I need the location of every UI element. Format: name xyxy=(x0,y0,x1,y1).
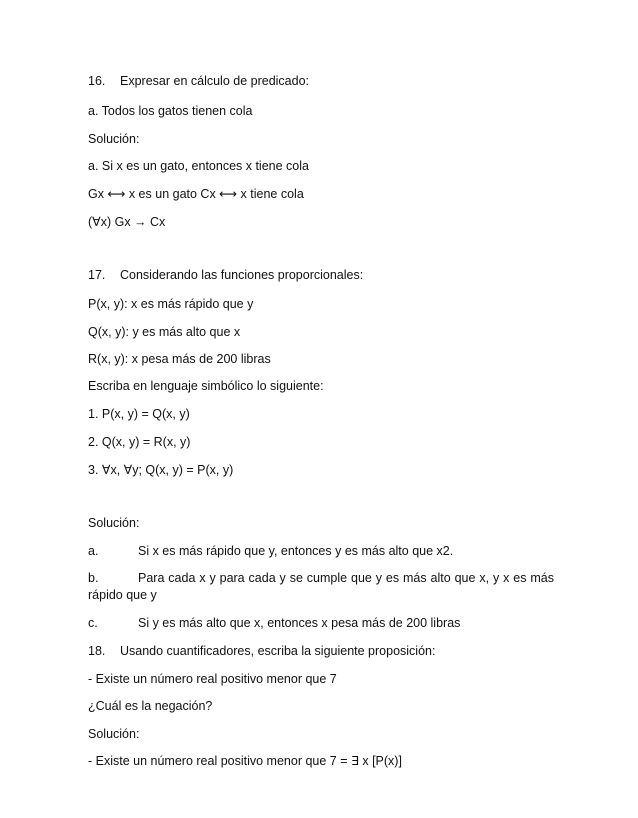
q17-solution-c xyxy=(88,615,554,631)
q17-instruction: Escriba en lenguaje simbólico lo siguiente: xyxy=(88,379,324,393)
q17-solution-c-text: Si y es más alto que x, entonces x pesa más de 200 libras xyxy=(138,616,461,630)
q18-title: Usando cuantificadores, escriba la siguiente proposición: xyxy=(120,644,436,658)
q16-solution-line-3: (∀x) Gx → Cx xyxy=(88,215,166,229)
q18-question: ¿Cuál es la negación? xyxy=(88,699,213,713)
q17-solution-a-text: Si x es más rápido que y, entonces y es más alto que x2. xyxy=(138,544,454,558)
q17-solution-b-label: b. xyxy=(88,571,99,585)
q17-solution-a-label: a. xyxy=(88,544,99,558)
q18-solution-label: Solución: xyxy=(88,727,140,741)
q17-item-1: 1. P(x, y) = Q(x, y) xyxy=(88,407,190,421)
q18-answer: - Existe un número real positivo menor que 7 = ∃ x [P(x)] xyxy=(88,754,402,768)
q17-item-3: 3. ∀x, ∀y; Q(x, y) = P(x, y) xyxy=(88,463,234,477)
q17-solution-label: Solución: xyxy=(88,516,140,530)
q17-def-q: Q(x, y): y es más alto que x xyxy=(88,325,241,339)
q18-heading xyxy=(88,643,554,659)
q16-solution-label: Solución: xyxy=(88,132,140,146)
q17-solution-b xyxy=(88,570,554,604)
q17-solution-b-text: Para cada x y para cada y se cumple que y es más alto que x, y x es más rápido que y xyxy=(88,571,554,602)
q16-heading xyxy=(88,73,554,89)
q18-number: 18. xyxy=(88,644,106,658)
q17-solution-c-label: c. xyxy=(88,616,98,630)
q16-title: Expresar en cálculo de predicado: xyxy=(120,74,310,88)
q16-number: 16. xyxy=(88,74,106,88)
q16-statement: a. Todos los gatos tienen cola xyxy=(88,104,253,118)
q16-solution-line-2: Gx ⟷ x es un gato Cx ⟷ x tiene cola xyxy=(88,187,304,201)
q18-statement: - Existe un número real positivo menor que 7 xyxy=(88,672,337,686)
q17-heading xyxy=(88,267,554,283)
q16-solution-line-1: a. Si x es un gato, entonces x tiene cola xyxy=(88,159,309,173)
q17-def-r: R(x, y): x pesa más de 200 libras xyxy=(88,352,271,366)
q17-title: Considerando las funciones proporcionales: xyxy=(120,268,364,282)
q17-item-2: 2. Q(x, y) = R(x, y) xyxy=(88,435,191,449)
q17-def-p: P(x, y): x es más rápido que y xyxy=(88,297,254,311)
q17-solution-a xyxy=(88,543,554,559)
q17-number: 17. xyxy=(88,268,106,282)
